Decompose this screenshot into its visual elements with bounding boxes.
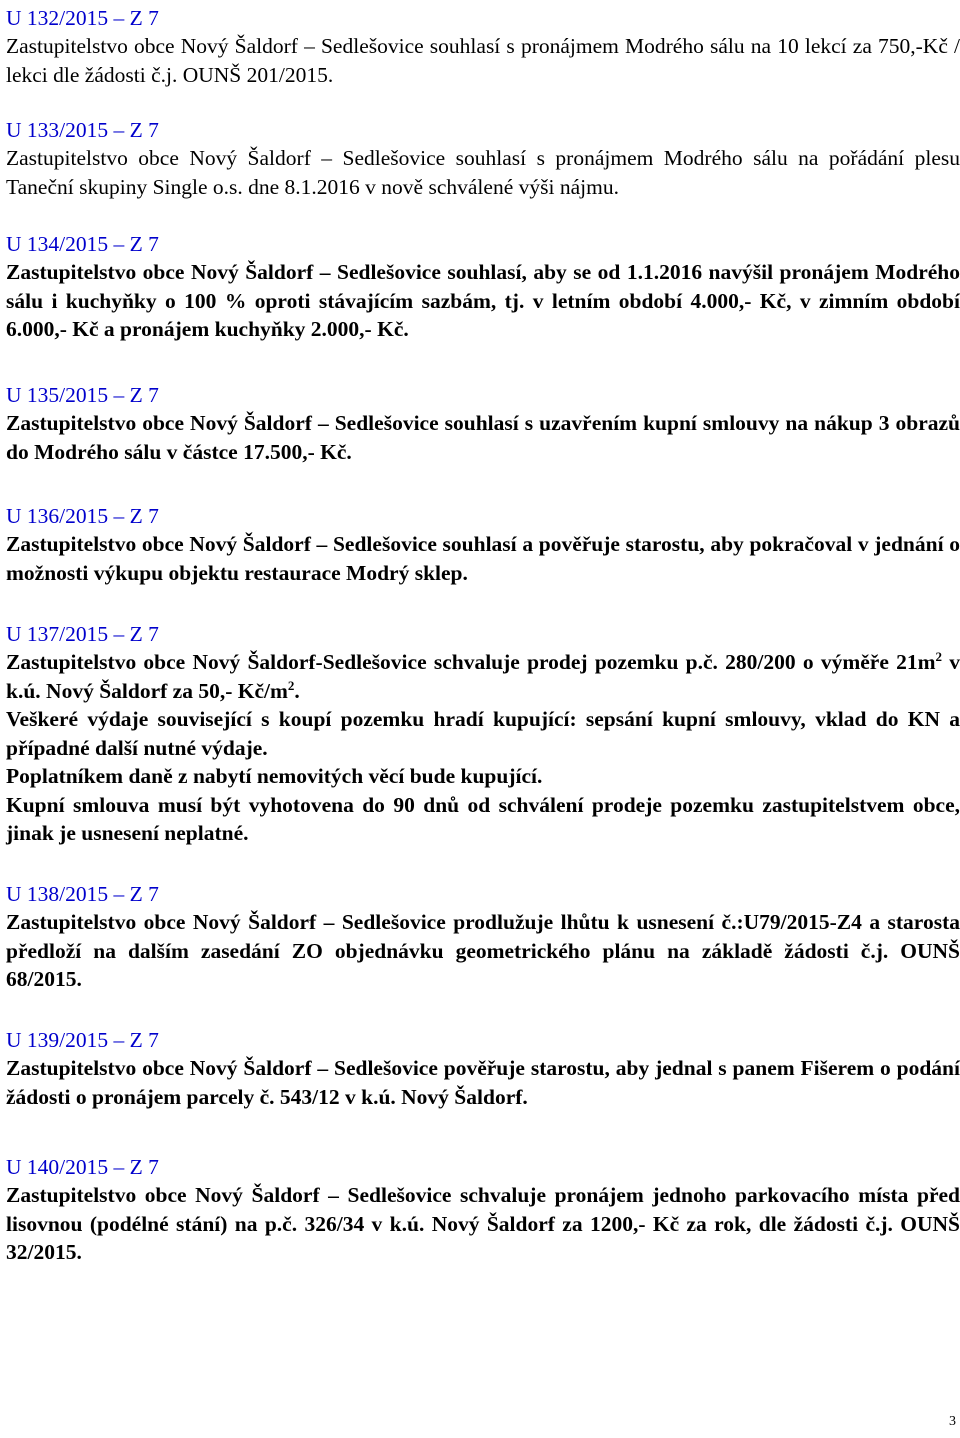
resolution-text: Zastupitelstvo obce Nový Šaldorf – Sedlešovice prodlužuje lhůtu k usnesení č.:U79/2015-Z4 a starosta předloží na dalším zasedání ZO objednávku geometrického plánu na základě žádosti č.j. OUNŠ 68/2015. — [6, 910, 960, 991]
resolution-text: Zastupitelstvo obce Nový Šaldorf – Sedlešovice souhlasí s pronájmem Modrého sálu na 10 lekcí za 750,-Kč / lekci dle žádosti č.j. OUNŠ 201/2015. — [6, 34, 960, 87]
page-number: 3 — [949, 1414, 956, 1429]
resolution-text: Zastupitelstvo obce Nový Šaldorf – Sedlešovice souhlasí s uzavřením kupní smlouvy na nákup 3 obrazů do Modrého sálu v částce 17.500,- Kč. — [6, 411, 960, 464]
resolution-text: Veškeré výdaje související s koupí pozemku hradí kupující: sepsání kupní smlouvy, vklad do KN a případné další nutné výdaje. — [6, 707, 960, 760]
resolution-text: Zastupitelstvo obce Nový Šaldorf – Sedlešovice souhlasí, aby se od 1.1.2016 navýšil pronájem Modrého sálu i kuchyňky o 100 % oproti stávajícím sazbám, tj. v letním období 4.000,- Kč, v zimním období 6.000,- Kč a pronájem kuchyňky 2.000,- Kč. — [6, 260, 960, 341]
resolution-text: Kupní smlouva musí být vyhotovena do 90 dnů od schválení prodeje pozemku zastupitelstvem obce, jinak je usnesení neplatné. — [6, 792, 960, 845]
resolution-137 — [6, 620, 960, 848]
resolution-text: Poplatníkem daně z nabytí nemovitých věcí bude kupující. — [6, 764, 543, 788]
resolution-id: U 136/2015 – Z 7 — [6, 504, 159, 528]
superscript: 2 — [935, 648, 943, 664]
resolution-id: U 140/2015 – Z 7 — [6, 1155, 159, 1179]
resolution-id: U 133/2015 – Z 7 — [6, 118, 159, 142]
resolution-139 — [6, 1026, 960, 1111]
resolution-134 — [6, 230, 960, 344]
resolution-id: U 135/2015 – Z 7 — [6, 383, 159, 407]
resolution-136 — [6, 502, 960, 587]
resolution-138 — [6, 880, 960, 994]
resolution-text: Zastupitelstvo obce Nový Šaldorf – Sedlešovice schvaluje pronájem jednoho parkovacího místa před lisovnou (podélné stání) na p.č. 326/34 v k.ú. Nový Šaldorf za 1200,- Kč za rok, dle žádosti č.j. OUNŠ 32/2015. — [6, 1183, 960, 1264]
superscript: 2 — [287, 677, 295, 693]
resolution-id: U 134/2015 – Z 7 — [6, 232, 159, 256]
resolution-text: Zastupitelstvo obce Nový Šaldorf – Sedlešovice pověřuje starostu, aby jednal s panem Fišerem o podání žádosti o pronájem parcely č. 543/12 v k.ú. Nový Šaldorf. — [6, 1056, 960, 1109]
resolution-133 — [6, 116, 960, 201]
text-segment: . — [294, 678, 300, 703]
resolution-id: U 139/2015 – Z 7 — [6, 1028, 159, 1052]
resolution-text — [6, 648, 960, 705]
text-segment: Zastupitelstvo obce Nový Šaldorf-Sedlešovice schvaluje prodej pozemku p.č. 280/200 o výměře 21m — [6, 650, 936, 674]
resolution-text: Zastupitelstvo obce Nový Šaldorf – Sedlešovice souhlasí a pověřuje starostu, aby pokračoval v jednání o možnosti výkupu objektu restaurace Modrý sklep. — [6, 532, 960, 585]
resolution-132 — [6, 4, 960, 89]
text-segment: v k.ú. Nový Šaldorf za 50,- Kč/m — [6, 650, 960, 703]
resolution-135 — [6, 381, 960, 466]
resolution-text: Zastupitelstvo obce Nový Šaldorf – Sedlešovice souhlasí s pronájmem Modrého sálu na pořádání plesu Taneční skupiny Single o.s. dne 8.1.2016 v nově schválené výši nájmu. — [6, 146, 960, 199]
resolution-140 — [6, 1153, 960, 1267]
resolution-id: U 137/2015 – Z 7 — [6, 622, 159, 646]
resolution-id: U 138/2015 – Z 7 — [6, 882, 159, 906]
resolution-id: U 132/2015 – Z 7 — [6, 6, 159, 30]
